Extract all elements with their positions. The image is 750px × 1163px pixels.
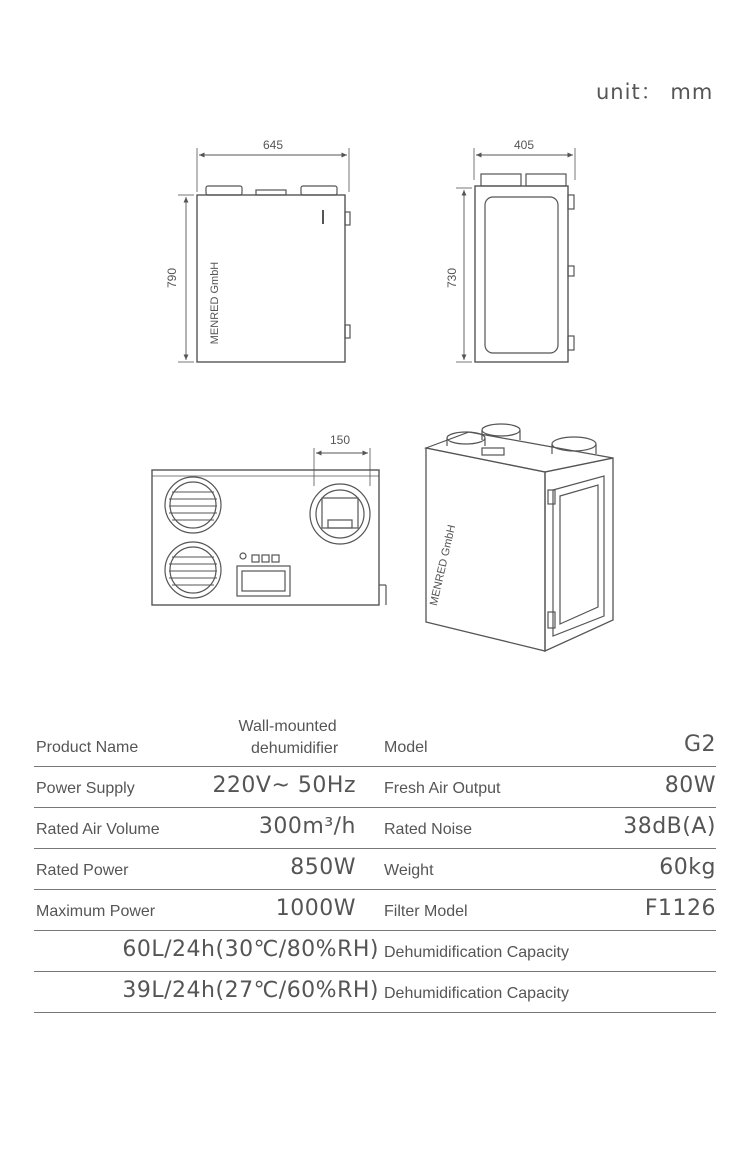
filter-model-value: F1126 <box>644 896 716 921</box>
front-brand: MENRED GmbH <box>209 261 221 345</box>
product-name-value: Wall-mounted dehumidifier <box>238 718 339 757</box>
spec-table <box>34 706 716 1013</box>
front-view-drawing <box>165 138 350 362</box>
isometric-view-drawing <box>426 424 613 651</box>
front-height-dim: 790 <box>165 267 179 289</box>
weight-label: Weight <box>384 862 434 879</box>
iso-brand: MENRED GmbH <box>427 523 459 607</box>
spec-row <box>34 890 716 931</box>
spec-row <box>34 972 716 1013</box>
side-view-drawing <box>445 138 575 362</box>
filter-model-label: Filter Model <box>384 903 468 920</box>
spec-row <box>34 849 716 890</box>
side-width-dim: 405 <box>513 138 535 152</box>
top-offset-dim: 150 <box>329 433 351 447</box>
rated-power-value: 850W <box>290 855 356 880</box>
dehumidification-capacity-label-1: Dehumidification Capacity <box>384 944 569 961</box>
front-width-dim: 645 <box>262 138 284 152</box>
dehumidification-capacity-label-2: Dehumidification Capacity <box>384 985 569 1002</box>
rated-noise-label: Rated Noise <box>384 821 473 838</box>
model-label: Model <box>384 739 428 756</box>
rated-noise-value: 38dB(A) <box>623 814 716 839</box>
model-value: G2 <box>683 732 716 757</box>
dehumidification-capacity-value-1: 60L/24h(30℃/80%RH) <box>122 937 379 962</box>
weight-value: 60kg <box>659 855 716 880</box>
rated-air-volume-value: 300m³/h <box>258 814 356 839</box>
dehumidification-capacity-value-2: 39L/24h(27℃/60%RH) <box>122 978 379 1003</box>
spec-row <box>34 808 716 849</box>
power-supply-label: Power Supply <box>36 780 135 797</box>
fresh-air-output-label: Fresh Air Output <box>384 780 501 797</box>
rated-power-label: Rated Power <box>36 862 129 879</box>
spec-row <box>34 931 716 972</box>
spec-row <box>34 706 716 767</box>
maximum-power-value: 1000W <box>275 896 356 921</box>
rated-air-volume-label: Rated Air Volume <box>36 821 160 838</box>
maximum-power-label: Maximum Power <box>36 903 156 920</box>
unit-label: unit： mm <box>596 80 714 104</box>
fresh-air-output-value: 80W <box>664 773 716 798</box>
top-view-drawing <box>152 433 386 605</box>
spec-row <box>34 767 716 808</box>
power-supply-value: 220V~ 50Hz <box>212 773 356 798</box>
side-height-dim: 730 <box>445 267 459 289</box>
product-name-label: Product Name <box>36 739 139 756</box>
